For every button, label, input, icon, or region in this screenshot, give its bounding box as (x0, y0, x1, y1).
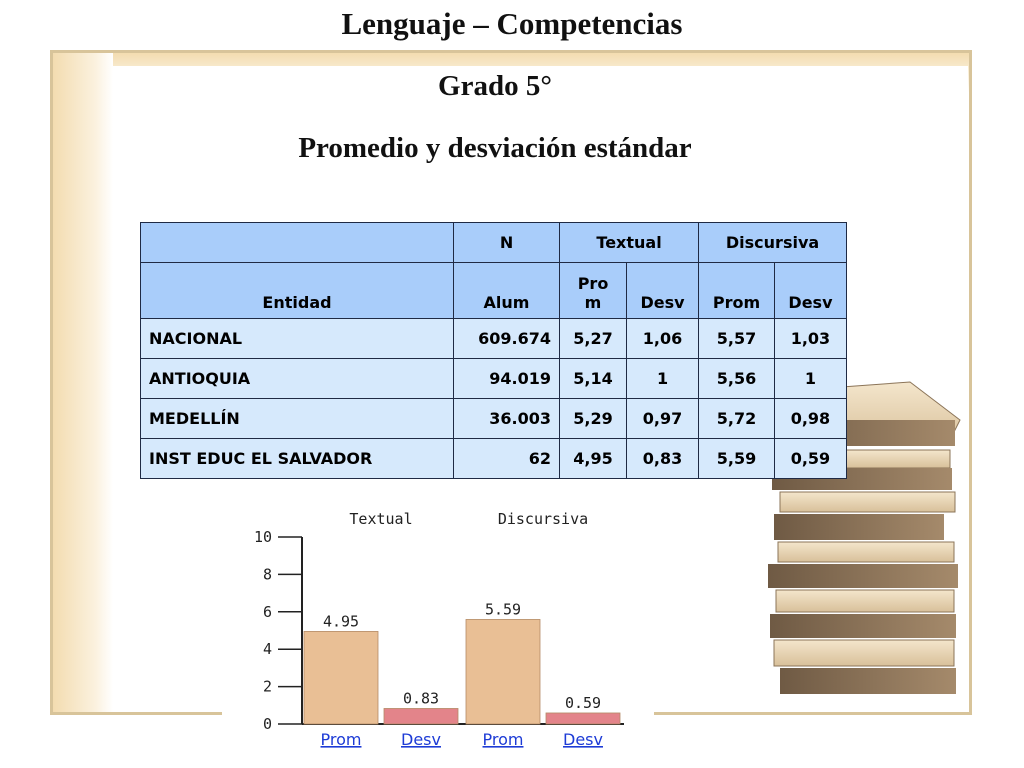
header-discursiva-desv: Desv (774, 263, 846, 319)
header-n: N (454, 223, 560, 263)
grade-subtitle: Grado 5° (438, 70, 552, 102)
cell-t-desv: 0,83 (627, 439, 699, 479)
table-row (141, 399, 847, 439)
cell-d-desv: 1,03 (774, 319, 846, 359)
y-tick-label: 0 (262, 715, 272, 733)
cell-n: 62 (454, 439, 560, 479)
y-tick-label: 2 (262, 677, 272, 696)
header-textual-desv: Desv (627, 263, 699, 319)
header-textual: Textual (560, 223, 699, 263)
cell-n: 609.674 (454, 319, 560, 359)
cell-t-prom: 5,27 (560, 319, 627, 359)
y-tick-label: 10 (253, 528, 272, 546)
stats-subtitle: Promedio y desviación estándar (298, 132, 692, 164)
cell-d-prom: 5,59 (699, 439, 775, 479)
cell-t-prom: 5,29 (560, 399, 627, 439)
cell-d-prom: 5,57 (699, 319, 775, 359)
cell-n: 94.019 (454, 359, 560, 399)
cell-entidad: NACIONAL (141, 319, 454, 359)
cell-t-prom: 5,14 (560, 359, 627, 399)
header-discursiva-prom: Prom (699, 263, 775, 319)
header-alum: Alum (454, 263, 560, 319)
bar-chart-svg (222, 505, 654, 768)
x-category-link[interactable]: Desv (401, 730, 441, 749)
cell-entidad: MEDELLÍN (141, 399, 454, 439)
bar-value-label: 0.59 (564, 693, 602, 712)
bar-value-label: 5.59 (484, 600, 522, 619)
bar-value-label: 0.83 (402, 689, 440, 708)
cell-t-prom: 4,95 (560, 439, 627, 479)
cell-t-desv: 0,97 (627, 399, 699, 439)
x-category-link[interactable]: Prom (482, 730, 524, 749)
cell-d-desv: 0,98 (774, 399, 846, 439)
cell-entidad: ANTIOQUIA (141, 359, 454, 399)
cell-d-prom: 5,72 (699, 399, 775, 439)
table-row (141, 439, 847, 479)
table-row (141, 359, 847, 399)
header-entidad-top (141, 223, 454, 263)
group-label: Discursiva (497, 510, 589, 528)
header-discursiva: Discursiva (699, 223, 847, 263)
cell-t-desv: 1 (627, 359, 699, 399)
bar-value-label: 4.95 (322, 612, 360, 631)
group-label: Textual (349, 510, 413, 528)
cell-d-desv: 0,59 (774, 439, 846, 479)
cell-entidad: INST EDUC EL SALVADOR (141, 439, 454, 479)
x-category-link[interactable]: Prom (320, 730, 362, 749)
cell-n: 36.003 (454, 399, 560, 439)
y-tick-label: 6 (262, 602, 272, 621)
bar-chart (222, 505, 654, 768)
x-category-link[interactable]: Desv (563, 730, 603, 749)
stats-table (140, 222, 847, 479)
bar (546, 713, 620, 724)
cell-d-desv: 1 (774, 359, 846, 399)
page-title: Lenguaje – Competencias (341, 6, 683, 41)
cell-d-prom: 5,56 (699, 359, 775, 399)
y-tick-label: 8 (262, 565, 272, 584)
bar (384, 708, 458, 724)
header-entidad: Entidad (141, 263, 454, 319)
bar (466, 619, 540, 724)
table-row (141, 319, 847, 359)
bar (304, 631, 378, 724)
header-textual-prom: Pro m (560, 263, 627, 319)
cell-t-desv: 1,06 (627, 319, 699, 359)
y-tick-label: 4 (262, 640, 272, 659)
